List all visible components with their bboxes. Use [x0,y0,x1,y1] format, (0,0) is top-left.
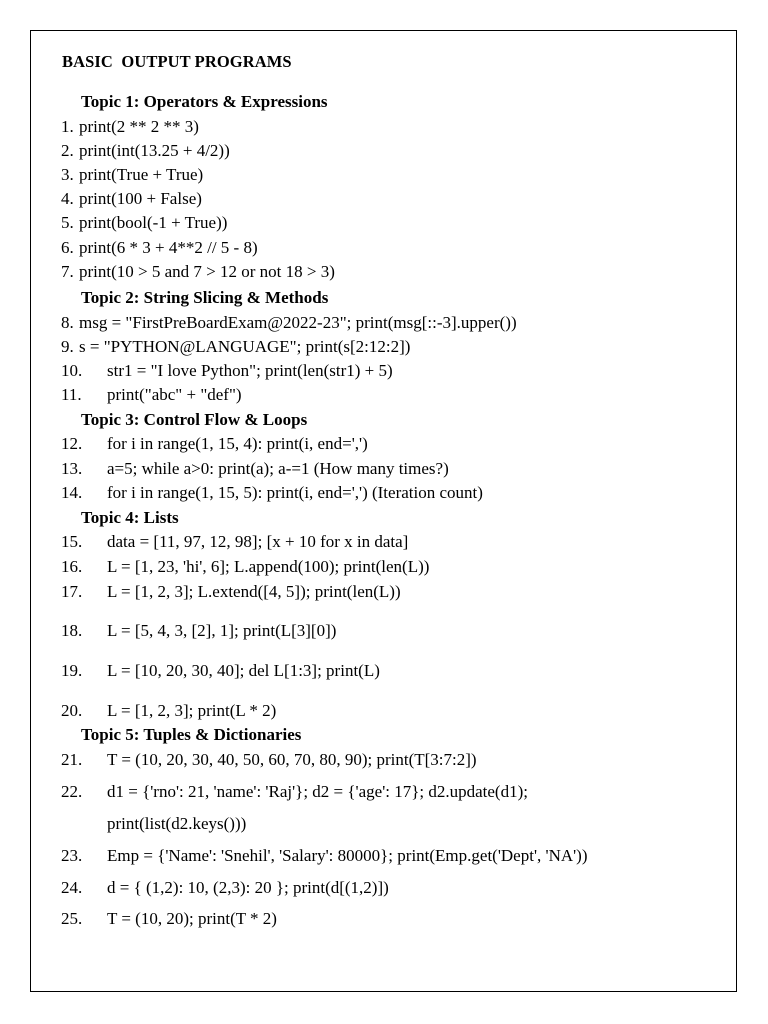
topic-heading: Topic 4: Lists [81,508,179,527]
question-item [61,361,393,381]
question-number: 10. [61,361,83,380]
question-code: s = "PYTHON@LANGUAGE"; print(s[2:12:2]) [79,337,411,356]
question-number: 9. [61,337,74,356]
question-number: 15. [61,532,83,551]
question-code: print(2 ** 2 ** 3) [79,117,199,136]
question-item [61,661,380,681]
question-code: print(True + True) [79,165,204,184]
question-code: print(int(13.25 + 4/2)) [79,141,230,160]
topic-heading: Topic 1: Operators & Expressions [81,92,328,111]
question-item [61,238,258,258]
question-item [61,459,449,479]
question-code: str1 = "I love Python"; print(len(str1) + 5) [107,361,393,380]
question-number: 21. [61,750,83,769]
question-number: 3. [61,165,74,184]
question-code: print(100 + False) [79,189,202,208]
question-item [61,532,408,552]
question-code: for i in range(1, 15, 5): print(i, end=',') (Iteration count) [107,483,483,502]
question-number: 1. [61,117,74,136]
topic-heading: Topic 3: Control Flow & Loops [81,410,308,429]
question-item [61,434,368,454]
question-code: a=5; while a>0: print(a); a-=1 (How many times?) [107,459,449,478]
question-number: 11. [61,385,82,404]
question-number: 25. [61,909,83,928]
question-item [61,846,588,866]
question-item [61,337,410,357]
question-number: 18. [61,621,83,640]
question-number: 2. [61,141,74,160]
question-item [61,385,242,405]
question-item [61,483,483,503]
question-code: print("abc" + "def") [107,385,242,404]
question-code: L = [10, 20, 30, 40]; del L[1:3]; print(L) [107,661,380,680]
question-number: 17. [61,582,83,601]
question-item [61,582,401,602]
question-code: print(bool(-1 + True)) [79,213,228,232]
question-code: L = [1, 2, 3]; L.extend([4, 5]); print(len(L)) [107,582,401,601]
document-title: BASIC OUTPUT PROGRAMS [62,52,292,71]
question-item [61,141,230,161]
question-number: 22. [61,782,83,801]
question-number: 6. [61,238,74,257]
question-number: 16. [61,557,83,576]
question-item [61,189,202,209]
topic-heading: Topic 5: Tuples & Dictionaries [81,725,302,744]
question-number: 19. [61,661,83,680]
question-number: 23. [61,846,83,865]
question-code: T = (10, 20, 30, 40, 50, 60, 70, 80, 90); print(T[3:7:2]) [107,750,477,769]
question-item [61,165,203,185]
question-number: 8. [61,313,74,332]
question-item [61,313,517,333]
question-code: data = [11, 97, 12, 98]; [x + 10 for x in data] [107,532,409,551]
question-item [61,701,276,721]
question-code-continuation: print(list(d2.keys())) [107,814,247,833]
question-item [61,557,429,577]
question-number: 20. [61,701,83,720]
question-item [61,782,528,802]
question-code: L = [1, 2, 3]; print(L * 2) [107,701,277,720]
question-code: T = (10, 20); print(T * 2) [107,909,277,928]
question-number: 7. [61,262,74,281]
question-number: 13. [61,459,83,478]
question-code: for i in range(1, 15, 4): print(i, end=',') [107,434,368,453]
question-code: d = { (1,2): 10, (2,3): 20 }; print(d[(1,2)]) [107,878,389,897]
question-code: Emp = {'Name': 'Snehil', 'Salary': 80000}; print(Emp.get('Dept', 'NA')) [107,846,588,865]
question-code: d1 = {'rno': 21, 'name': 'Raj'}; d2 = {'age': 17}; d2.update(d1); [107,782,528,801]
question-code: print(6 * 3 + 4**2 // 5 - 8) [79,238,258,257]
question-item [61,750,477,770]
question-number: 4. [61,189,74,208]
question-item [61,909,277,929]
question-item [61,117,199,137]
question-code: print(10 > 5 and 7 > 12 or not 18 > 3) [79,262,335,281]
question-item [61,878,389,898]
question-code: msg = "FirstPreBoardExam@2022-23"; print(msg[::-3].upper()) [79,313,517,332]
question-number: 5. [61,213,74,232]
question-number: 24. [61,878,83,897]
question-number: 14. [61,483,83,502]
question-item [61,262,335,282]
question-item [61,621,336,641]
question-code: L = [5, 4, 3, [2], 1]; print(L[3][0]) [107,621,337,640]
question-code: L = [1, 23, 'hi', 6]; L.append(100); print(len(L)) [107,557,430,576]
question-item [61,213,227,233]
topic-heading: Topic 2: String Slicing & Methods [81,288,329,307]
question-number: 12. [61,434,83,453]
